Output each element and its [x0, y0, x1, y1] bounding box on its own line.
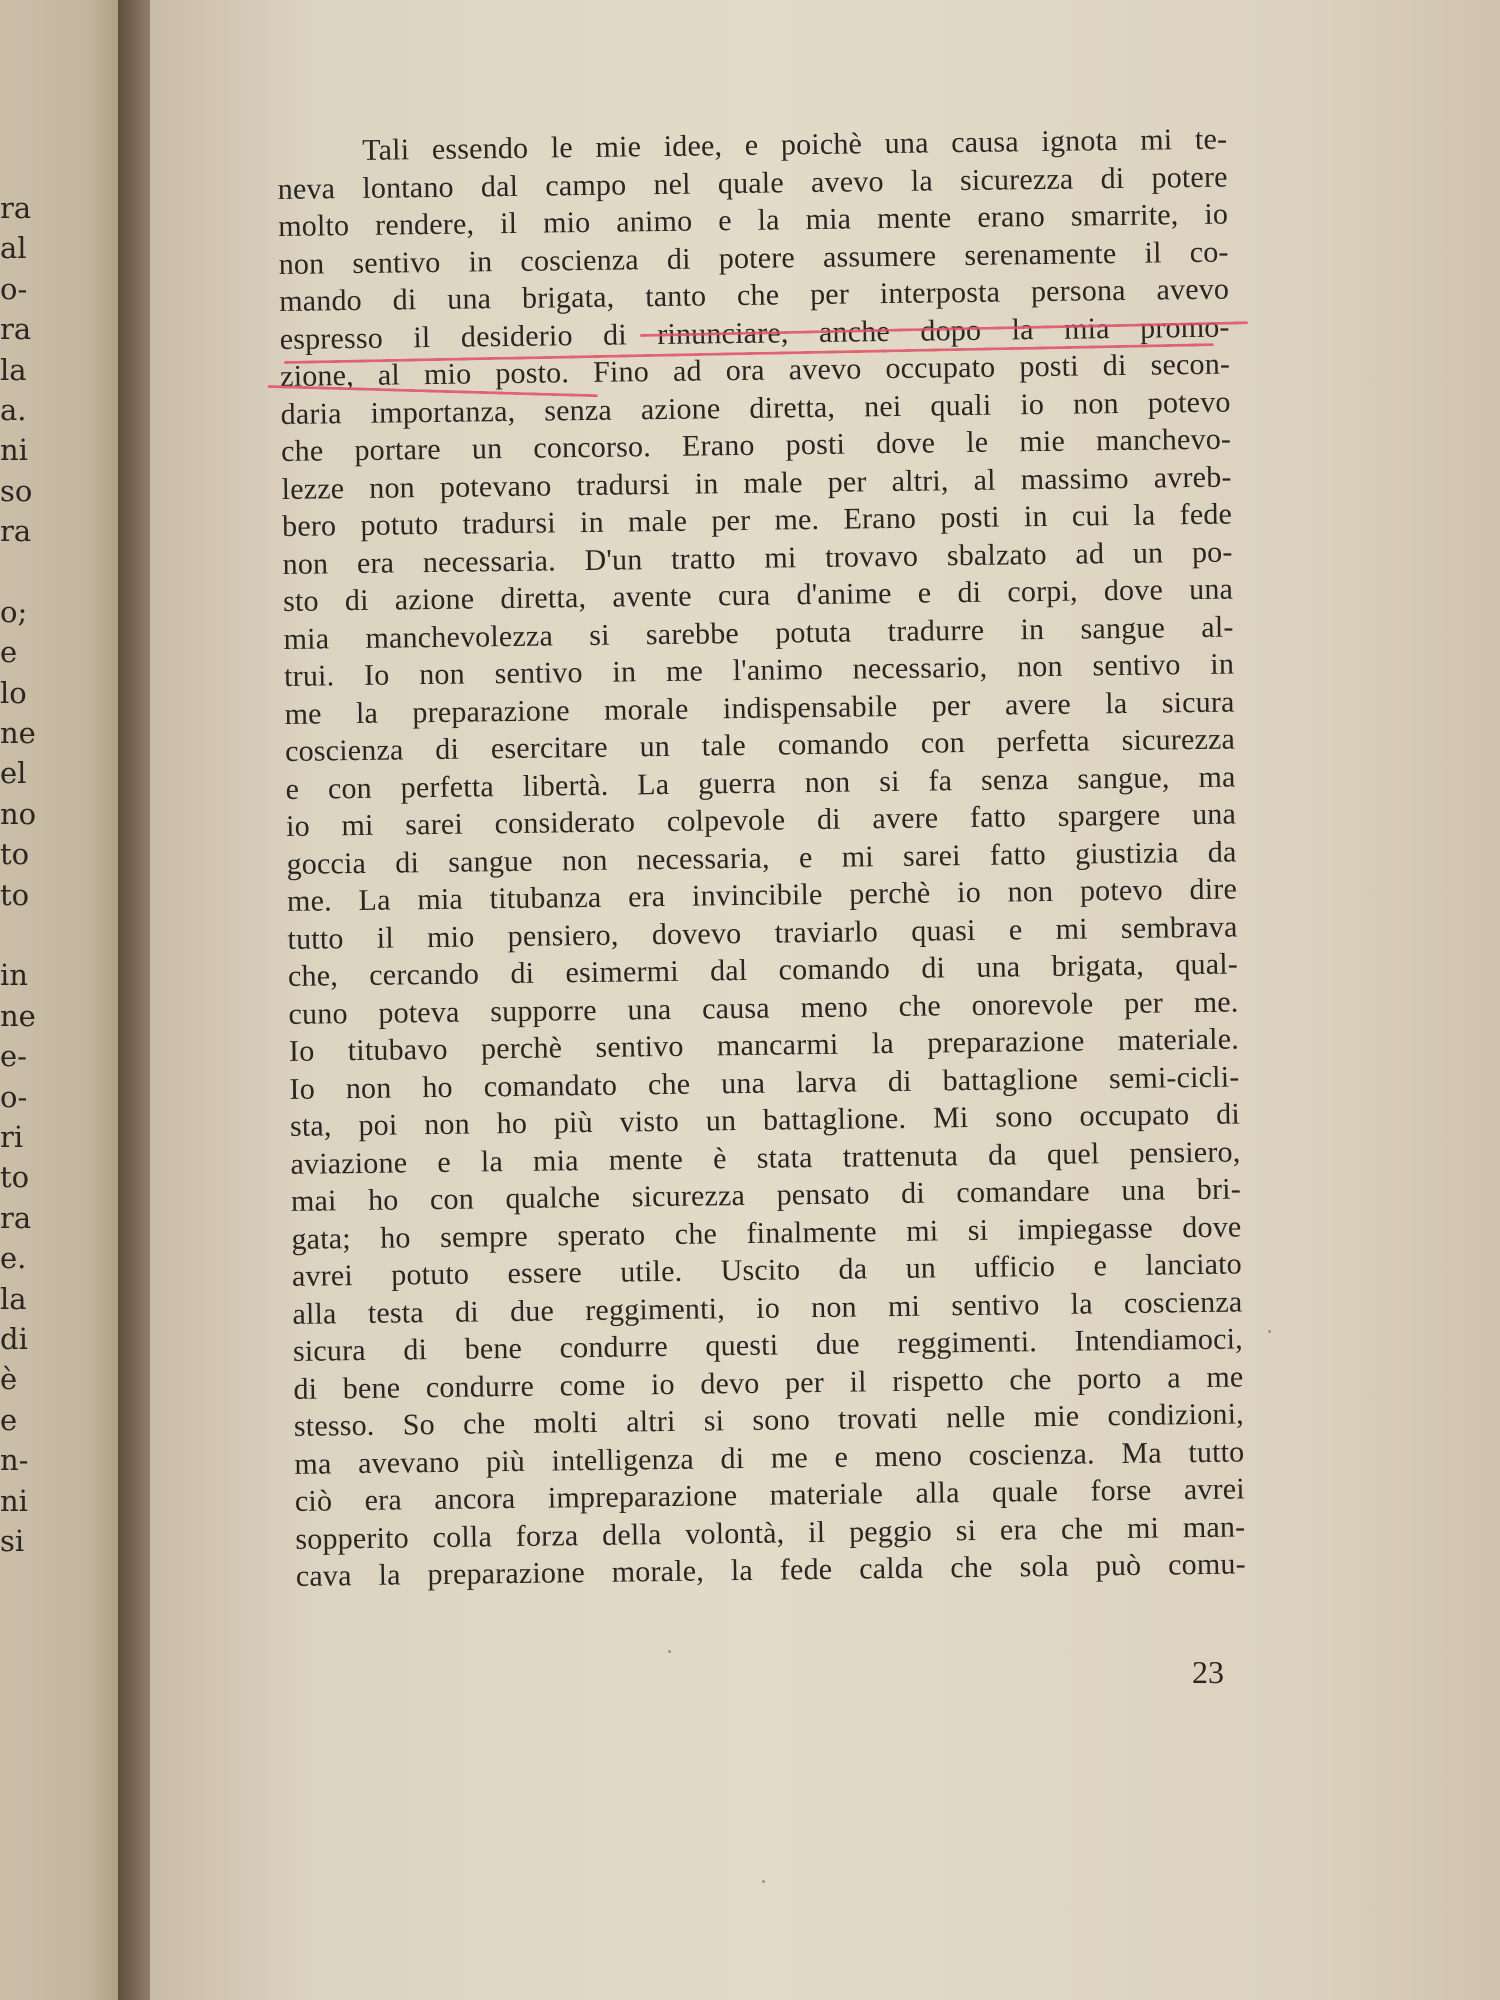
left-page-fragment: al — [0, 231, 27, 266]
text-line: e con perfetta libertà. La guerra non si fa senza sangue, ma — [285, 760, 1236, 806]
left-page-fragment: la — [0, 1281, 27, 1316]
text-line: sta, poi non ho più visto un battaglione. Mi sono occupato di — [289, 1097, 1241, 1143]
text-line: coscienza di esercitare un tale comando con perfetta sicurezza — [284, 722, 1236, 768]
left-page-fragment: o- — [0, 271, 28, 306]
text-line: sto di azione diretta, avente cura d'anime e di corpi, dove una — [282, 572, 1234, 618]
left-page-fragment: ne — [0, 998, 36, 1033]
left-page-fragment: e- — [0, 1039, 27, 1074]
left-page-fragment: la — [0, 352, 27, 387]
left-page — [0, 0, 125, 2000]
left-page-text-fragments — [0, 188, 40, 1561]
text-line: non era necessaria. D'un tratto mi trovavo sbalzato ad un po- — [282, 535, 1233, 581]
text-line: che portare un concorso. Erano posti dove le mie manchevo- — [280, 422, 1232, 468]
text-line: avrei potuto essere utile. Uscito da un ufficio e lanciato — [291, 1247, 1243, 1293]
text-line: cuno poteva supporre una causa meno che onorevole per me. — [288, 984, 1239, 1031]
left-page-fragment: no — [0, 796, 37, 831]
left-page-fragment: ra — [0, 191, 32, 225]
paper-speck — [762, 1880, 765, 1883]
left-page-fragment — [0, 552, 40, 592]
left-page-fragment: o; — [0, 594, 28, 629]
text-line: mai ho con qualche sicurezza pensato di comandare una bri- — [290, 1172, 1242, 1218]
text-line: gata; ho sempre sperato che finalmente mi si impiegasse dove — [291, 1209, 1242, 1256]
left-page-fragment: o- — [0, 1079, 28, 1114]
left-page-fragment: ra — [0, 1200, 32, 1235]
left-page-fragment: e — [0, 1402, 18, 1437]
left-page-fragment: n- — [0, 1443, 29, 1478]
left-page-fragment: ra — [0, 514, 32, 549]
text-line: non sentivo in coscienza di potere assumere serenamente il co- — [278, 235, 1229, 281]
left-page-fragment: so — [0, 473, 33, 508]
text-line: Tali essendo le mie idee, e poichè una causa ignota mi te- — [362, 122, 1228, 167]
text-line: me la preparazione morale indispensabile per avere la sicura — [284, 685, 1235, 731]
left-page-fragment: to — [0, 837, 30, 872]
left-page-fragment: si — [0, 1523, 25, 1558]
left-page-fragment: ri — [0, 1119, 24, 1154]
left-page-fragment: è — [0, 1362, 18, 1397]
paper-speck — [1268, 1330, 1271, 1333]
text-line: daria importanza, senza azione diretta, nei quali io non potevo — [280, 385, 1231, 431]
left-page-fragment: lo — [0, 675, 27, 710]
left-page-fragment: to — [0, 877, 30, 912]
left-page-fragment — [0, 915, 40, 955]
text-line: goccia di sangue non necessaria, e mi sarei fatto giustizia da — [286, 835, 1237, 881]
page-body-text — [277, 121, 1246, 1596]
text-line: aviazione e la mia mente è stata trattenuta da quel pensiero, — [290, 1134, 1241, 1181]
text-line: di bene condurre come io devo per il rispetto che porto a me — [293, 1359, 1244, 1406]
text-line: lezze non potevano tradursi in male per altri, al massimo avreb- — [281, 460, 1232, 506]
left-page-fragment: to — [0, 1160, 30, 1195]
text-line: bero potuto tradursi in male per me. Erano posti in cui la fede — [281, 497, 1233, 543]
text-line: che, cercando di esimermi dal comando di una brigata, qual- — [287, 947, 1239, 993]
text-line: mando di una brigata, tanto che per interposta persona avevo — [278, 272, 1230, 318]
text-line: ma avevano più intelligenza di me e meno coscienza. Ma tutto — [294, 1434, 1245, 1481]
text-line: mia manchevolezza si sarebbe potuta tradurre in sangue al- — [283, 610, 1234, 656]
text-line: Io non ho comandato che una larva di battaglione semi-cicli- — [289, 1059, 1240, 1106]
left-page-fragment: e. — [0, 1241, 27, 1276]
left-page-fragment: el — [0, 756, 27, 791]
left-page-fragment: in — [0, 958, 28, 993]
text-line: me. La mia titubanza era invincibile perchè io non potevo dire — [286, 872, 1238, 918]
text-line: sicura di bene condurre questi due reggimenti. Intendiamoci, — [292, 1322, 1244, 1368]
page-number: 23 — [1192, 1654, 1224, 1690]
left-page-fragment: a. — [0, 392, 27, 427]
text-line: zione, al mio posto. Fino ad ora avevo occupato posti di secon- — [279, 347, 1231, 393]
left-page-fragment: ne — [0, 716, 36, 751]
text-line: io mi sarei considerato colpevole di avere fatto spargere una — [285, 797, 1237, 843]
text-line: cava la preparazione morale, la fede calda che sola può comu- — [295, 1547, 1247, 1593]
left-page-fragment: e — [0, 635, 18, 670]
text-line: neva lontano dal campo nel quale avevo la sicurezza di potere — [277, 160, 1228, 206]
left-page-fragment: ra — [0, 312, 32, 347]
left-page-fragment: ni — [0, 1483, 28, 1518]
text-line: ciò era ancora impreparazione materiale alla quale forse avrei — [294, 1472, 1246, 1518]
text-line: espresso il desiderio di rinunciare, anche dopo la mia promo- — [279, 310, 1230, 356]
text-line: trui. Io non sentivo in me l'animo necessario, non sentivo in — [283, 647, 1235, 693]
left-page-fragment: ni — [0, 433, 28, 468]
paper-speck — [668, 1650, 671, 1653]
text-line: Io titubavo perchè sentivo mancarmi la preparazione materiale. — [288, 1022, 1240, 1068]
text-line: sopperito colla forza della volontà, il peggio si era che mi man- — [295, 1509, 1246, 1556]
left-page-fragment: di — [0, 1321, 28, 1356]
text-line: molto rendere, il mio animo e la mia mente erano smarrite, io — [278, 197, 1229, 243]
text-line: stesso. So che molti altri si sono trovati nelle mie condizioni, — [293, 1397, 1245, 1443]
text-line: alla testa di due reggimenti, io non mi sentivo la coscienza — [292, 1284, 1243, 1331]
text-line: tutto il mio pensiero, dovevo traviarlo quasi e mi sembrava — [287, 909, 1238, 956]
